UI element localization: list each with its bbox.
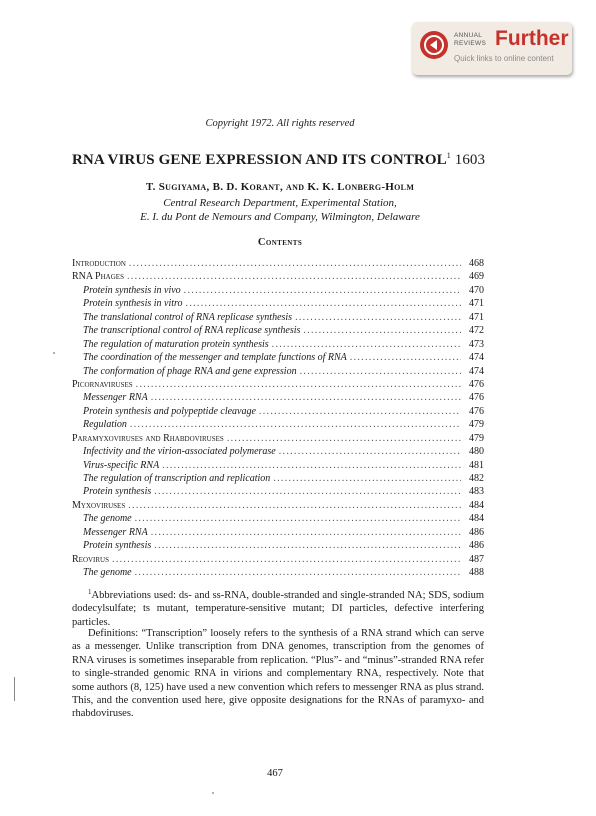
toc-entry[interactable] [72,445,484,458]
toc-entry-page: 482 [469,473,484,484]
toc-entry-label: Protein synthesis [83,540,152,552]
toc-leader-dots [151,526,461,539]
toc-entry-page: 474 [469,365,484,377]
further-brand: Further [495,27,569,50]
margin-mark [14,677,15,701]
toc-leader-dots [300,365,461,378]
toc-leader-dots [162,459,461,472]
toc-leader-dots [303,324,461,337]
toc-entry-label: The regulation of maturation protein synthesis [83,338,269,350]
toc-entry[interactable] [72,257,484,270]
footnote [72,586,484,629]
footnote-text: Abbreviations used: ds- and ss-RNA, double-stranded and single-stranded NA; SDS, sodium dodecylsulfate; ts mutant, temperature-sensitive mutant; DI particles, defective interfering particles. [72,590,484,628]
toc-entry-label: Protein synthesis in vivo [83,284,181,296]
toc-entry-label: Protein synthesis and polypeptide cleavage [83,405,256,417]
page-number: 467 [267,768,283,779]
toc-entry-page: 470 [469,284,484,296]
banner-tagline: Quick links to online content [454,54,554,63]
toc-leader-dots [135,512,461,525]
toc-entry-label: Introduction [72,258,126,269]
toc-leader-dots [128,499,461,512]
toc-leader-dots [151,391,461,404]
scan-speck [212,792,214,794]
toc-entry[interactable] [72,459,484,472]
toc-leader-dots [135,566,461,579]
toc-entry-label: Virus-specific RNA [83,459,160,471]
toc-leader-dots [136,378,461,391]
toc-leader-dots [272,338,461,351]
toc-entry-page: 472 [469,325,484,337]
title-number: 1603 [454,152,486,168]
toc-entry-page: 476 [469,378,484,390]
toc-entry[interactable] [72,512,484,525]
toc-leader-dots [350,351,461,364]
toc-entry-page: 487 [469,553,484,565]
toc-leader-dots [186,297,461,310]
toc-entry[interactable] [72,338,484,351]
toc-entry-label: Messenger RNA [83,526,148,538]
toc-leader-dots [295,311,461,324]
title-footnote-mark: 1 [446,151,451,160]
toc-entry-page: 479 [469,419,484,431]
toc-entry-page: 484 [469,513,484,525]
toc-entry-label: Myxoviruses [72,499,126,511]
toc-entry-page: 469 [469,271,484,283]
toc-entry[interactable] [72,526,484,539]
contents-heading: Contents [257,237,303,248]
toc-entry[interactable] [72,418,484,431]
affiliation-line-2: E. I. du Pont de Nemours and Company, Wilmington, Delaware [140,211,420,223]
toc-leader-dots [130,418,461,431]
toc-entry-label: Regulation [83,419,127,431]
toc-leader-dots [127,270,461,283]
toc-entry-label: The regulation of transcription and replication [83,473,271,484]
toc-leader-dots [227,432,461,445]
toc-leader-dots [184,284,461,297]
toc-leader-dots [279,445,461,458]
toc-entry-page: 486 [469,526,484,538]
toc-entry-page: 481 [469,459,484,471]
toc-entry[interactable] [72,311,484,324]
toc-entry[interactable] [72,324,484,337]
toc-entry[interactable] [72,297,484,310]
annual-reviews-logo-text: ANNUAL REVIEWS [454,32,487,47]
toc-entry-page: 483 [469,486,484,498]
toc-entry[interactable] [72,378,484,391]
toc-entry[interactable] [72,539,484,552]
toc-entry[interactable] [72,553,484,566]
toc-entry-label: The coordination of the messenger and template functions of RNA [83,352,347,364]
toc-entry[interactable] [72,472,484,485]
toc-entry-page: 473 [469,338,484,350]
toc-entry-page: 471 [469,311,484,323]
toc-entry-page: 476 [469,405,484,417]
toc-entry[interactable] [72,284,484,297]
toc-entry[interactable] [72,432,484,445]
toc-entry-label: Picornaviruses [72,378,133,390]
affiliation-line-1: Central Research Department, Experimental Station, [163,197,397,209]
toc-entry-label: Protein synthesis in vitro [83,298,183,310]
toc-leader-dots [154,485,461,498]
toc-entry[interactable] [72,391,484,404]
toc-entry[interactable] [72,270,484,283]
toc-entry-label: The conformation of phage RNA and gene expression [83,365,297,377]
toc-entry-page: 474 [469,352,484,364]
toc-entry-label: RNA Phages [72,271,124,283]
toc-entry-label: Messenger RNA [83,392,148,404]
toc-entry-label: The genome [83,513,132,525]
toc-entry-page: 479 [469,432,484,444]
definitions-paragraph [72,627,484,721]
play-arrow-icon [420,31,448,59]
toc-entry[interactable] [72,499,484,512]
toc-entry-page: 486 [469,540,484,552]
toc-leader-dots [154,539,461,552]
toc-entry-label: The translational control of RNA replicase synthesis [83,311,293,323]
toc-entry-label: Reovirus [72,553,110,565]
toc-entry-page: 488 [469,567,484,579]
toc-entry-label: Paramyxoviruses and Rhabdoviruses [72,432,224,444]
toc-leader-dots [273,472,461,485]
scan-speck [53,352,55,354]
authors: T. Sugiyama, B. D. Korant, and K. K. Lonberg-Holm [145,181,415,193]
definitions-text: Definitions: “Transcription” loosely refers to the synthesis of a RNA strand which can serve as a messenger. Unlike transcription from DNA genomes, transcription from the genomes of RNA viruses is sometimes inseparable from replication. “Plus”- and “minus”-stranded RNA refer to single-stranded genomic RNA in virions and complementary RNA, respectively. Note that some authors (8, 125) have used a new convention which refers to messenger RNA as plus strand. This, and the convention used here, give opposite designations for the RNAs of paramyxo- and rhabdoviruses. [72,628,484,720]
toc-entry[interactable] [72,351,484,364]
toc-entry[interactable] [72,566,484,579]
toc-entry-page: 480 [469,446,484,458]
copyright-notice: Copyright 1972. All rights reserved [205,118,355,129]
table-of-contents [72,257,484,580]
toc-entry-page: 484 [469,499,484,511]
footnote-mark: 1 [88,588,92,596]
toc-entry[interactable] [72,365,484,378]
toc-entry-label: The transcriptional control of RNA replicase synthesis [83,325,301,337]
toc-entry[interactable] [72,485,484,498]
toc-leader-dots [112,553,461,566]
toc-leader-dots [129,257,461,270]
toc-entry-page: 476 [469,392,484,404]
toc-leader-dots [259,405,461,418]
toc-entry[interactable] [72,405,484,418]
toc-entry-label: Protein synthesis [83,486,152,498]
toc-entry-page: 471 [469,298,484,310]
article-title [72,151,572,169]
toc-entry-label: Infectivity and the virion-associated polymerase [83,446,276,458]
title-text: RNA VIRUS GENE EXPRESSION AND ITS CONTROL [72,152,447,168]
toc-entry-page: 468 [469,258,484,269]
toc-entry-label: The genome [83,567,132,579]
further-banner-link[interactable] [412,22,572,75]
